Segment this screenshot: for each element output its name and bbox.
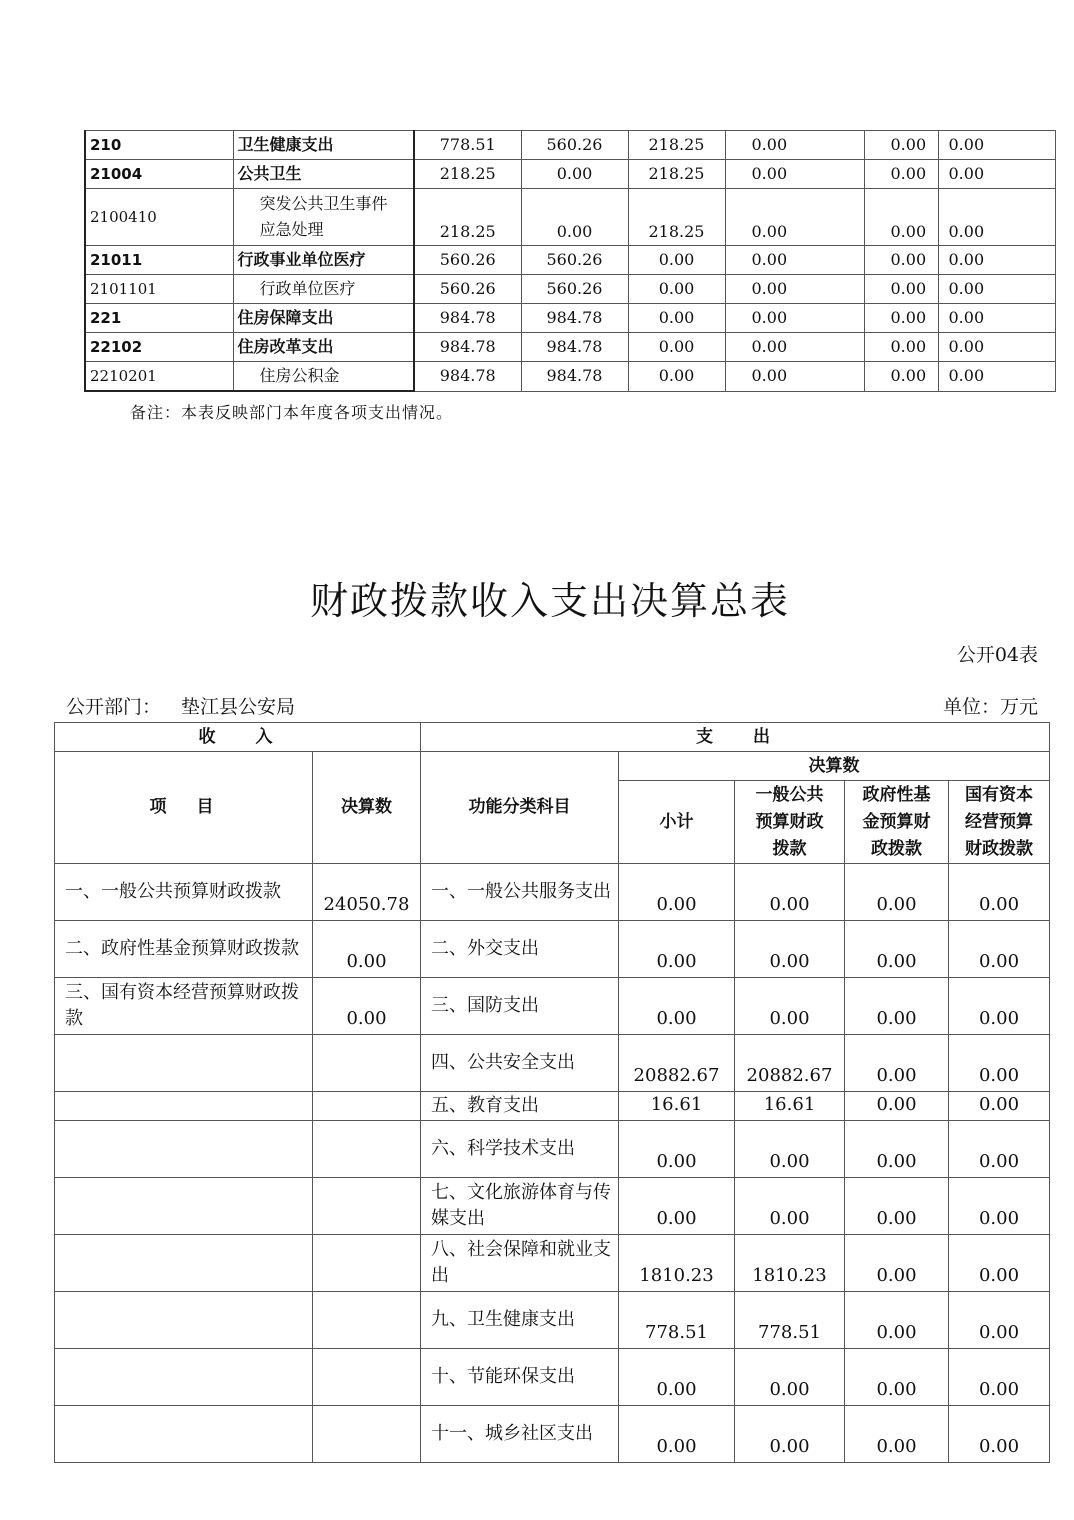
expense-amount: 0.00: [845, 1406, 949, 1463]
expense-amount: 0.00: [845, 1121, 949, 1178]
subject-code: 2101101: [85, 275, 233, 304]
table-row: [55, 864, 1050, 921]
amount-cell: 984.78: [521, 333, 628, 362]
income-item: [55, 1235, 313, 1292]
expense-amount: 0.00: [845, 1178, 949, 1235]
amount-cell: 984.78: [521, 304, 628, 333]
expense-amount: 0.00: [949, 864, 1050, 921]
table-row: [85, 362, 1055, 392]
department-name: 垫江县公安局: [181, 696, 296, 718]
item-header: 项目: [55, 752, 313, 864]
income-value: [313, 1121, 421, 1178]
table-row: [85, 275, 1055, 304]
income-value: [313, 1292, 421, 1349]
expense-amount: 1810.23: [619, 1235, 735, 1292]
page-title: 财政拨款收入支出决算总表: [309, 579, 790, 623]
expense-amount: 0.00: [845, 1092, 949, 1121]
expense-amount: 0.00: [949, 1035, 1050, 1092]
expense-amount: 0.00: [619, 1121, 735, 1178]
amount-cell: 0.00: [725, 333, 864, 362]
expense-item: 三、国防支出: [421, 978, 619, 1035]
income-value: [313, 1349, 421, 1406]
expense-amount: 0.00: [735, 1406, 845, 1463]
subject-code: 221: [85, 304, 233, 333]
amount-cell: 0.00: [628, 275, 725, 304]
income-value: 24050.78: [313, 864, 421, 921]
amount-cell: 0.00: [725, 246, 864, 275]
table-row: [55, 1035, 1050, 1092]
expense-item: 一、一般公共服务支出: [421, 864, 619, 921]
expense-amount: 0.00: [845, 921, 949, 978]
subject-name: 突发公共卫生事件应急处理: [233, 189, 414, 246]
amount-cell: 778.51: [414, 131, 521, 160]
subject-name: 公共卫生: [233, 160, 414, 189]
final-amount-header: 决算数: [619, 752, 1050, 781]
amount-cell: 0.00: [628, 333, 725, 362]
expense-amount: 0.00: [845, 978, 949, 1035]
unit-label: 单位：万元: [942, 696, 1038, 718]
income-item: [55, 1349, 313, 1406]
table-note: 备注：本表反映部门本年度各项支出情况。: [130, 403, 454, 422]
amount-cell: 0.00: [864, 189, 938, 246]
amount-cell: 0.00: [725, 189, 864, 246]
fiscal-summary-table: [54, 722, 1050, 1463]
income-item: [55, 1406, 313, 1463]
amount-cell: 218.25: [628, 160, 725, 189]
expense-item: 四、公共安全支出: [421, 1035, 619, 1092]
amount-cell: 984.78: [414, 333, 521, 362]
expense-amount: 0.00: [845, 1235, 949, 1292]
expense-amount: 778.51: [735, 1292, 845, 1349]
income-item: [55, 1292, 313, 1349]
amount-cell: 0.00: [938, 304, 1055, 333]
income-section-header: 收入: [55, 723, 421, 752]
amount-cell: 0.00: [628, 304, 725, 333]
expense-amount: 0.00: [949, 978, 1050, 1035]
expense-item: 二、外交支出: [421, 921, 619, 978]
amount-cell: 984.78: [521, 362, 628, 392]
table-number: 公开04表: [956, 644, 1038, 666]
income-value: [313, 1406, 421, 1463]
amount-cell: 0.00: [628, 246, 725, 275]
income-item: [55, 1035, 313, 1092]
amount-cell: 560.26: [521, 131, 628, 160]
income-item: [55, 1121, 313, 1178]
subject-name: 住房改革支出: [233, 333, 414, 362]
expense-amount: 0.00: [619, 864, 735, 921]
income-final-header: 决算数: [313, 752, 421, 864]
amount-cell: 0.00: [938, 275, 1055, 304]
amount-cell: 0.00: [725, 131, 864, 160]
amount-cell: 560.26: [414, 246, 521, 275]
amount-cell: 0.00: [725, 304, 864, 333]
expense-item: 十一、城乡社区支出: [421, 1406, 619, 1463]
amount-cell: 0.00: [938, 362, 1055, 392]
amount-cell: 218.25: [628, 131, 725, 160]
expense-amount: 0.00: [949, 1292, 1050, 1349]
income-item: [55, 1178, 313, 1235]
expense-amount: 0.00: [949, 1349, 1050, 1406]
subject-code: 2100410: [85, 189, 233, 246]
expense-amount: 0.00: [949, 1406, 1050, 1463]
expense-item: 八、社会保障和就业支出: [421, 1235, 619, 1292]
amount-cell: 0.00: [938, 131, 1055, 160]
income-item: [55, 1092, 313, 1121]
amount-cell: 984.78: [414, 362, 521, 392]
amount-cell: 0.00: [521, 189, 628, 246]
expense-amount: 0.00: [949, 1121, 1050, 1178]
expense-amount: 0.00: [845, 1035, 949, 1092]
table-row: [85, 333, 1055, 362]
expense-item: 七、文化旅游体育与传媒支出: [421, 1178, 619, 1235]
expense-amount: 0.00: [845, 1349, 949, 1406]
expense-amount: 0.00: [619, 1178, 735, 1235]
expense-amount: 0.00: [735, 864, 845, 921]
income-item: 三、国有资本经营预算财政拨款: [55, 978, 313, 1035]
table-row: [55, 1092, 1050, 1121]
amount-cell: 0.00: [725, 160, 864, 189]
amount-cell: 984.78: [414, 304, 521, 333]
amount-cell: 0.00: [864, 246, 938, 275]
expense-amount: 0.00: [845, 864, 949, 921]
gov-fund-header: 政府性基金预算财政拨款: [845, 781, 949, 864]
general-budget-header: 一般公共预算财政拨款: [735, 781, 845, 864]
table-row: [55, 921, 1050, 978]
income-value: [313, 1235, 421, 1292]
amount-cell: 0.00: [628, 362, 725, 392]
expense-amount: 1810.23: [735, 1235, 845, 1292]
income-value: 0.00: [313, 921, 421, 978]
expense-amount: 16.61: [619, 1092, 735, 1121]
subject-code: 21004: [85, 160, 233, 189]
expense-amount: 0.00: [619, 1406, 735, 1463]
expense-amount: 0.00: [735, 1349, 845, 1406]
function-class-header: 功能分类科目: [421, 752, 619, 864]
expense-amount: 0.00: [619, 1349, 735, 1406]
subtotal-header: 小计: [619, 781, 735, 864]
amount-cell: 0.00: [864, 160, 938, 189]
expense-amount: 20882.67: [735, 1035, 845, 1092]
amount-cell: 0.00: [938, 246, 1055, 275]
amount-cell: 560.26: [414, 275, 521, 304]
expense-amount: 778.51: [619, 1292, 735, 1349]
expense-amount: 0.00: [735, 921, 845, 978]
expense-item: 十、节能环保支出: [421, 1349, 619, 1406]
table-row: [55, 978, 1050, 1035]
expense-amount: 0.00: [949, 1178, 1050, 1235]
expense-amount: 0.00: [619, 978, 735, 1035]
expense-detail-table: [84, 130, 1056, 392]
amount-cell: 560.26: [521, 275, 628, 304]
expense-amount: 0.00: [949, 921, 1050, 978]
expense-item: 五、教育支出: [421, 1092, 619, 1121]
subject-code: 21011: [85, 246, 233, 275]
subject-code: 2210201: [85, 362, 233, 392]
amount-cell: 0.00: [864, 333, 938, 362]
amount-cell: 0.00: [864, 131, 938, 160]
expense-item: 六、科学技术支出: [421, 1121, 619, 1178]
amount-cell: 218.25: [628, 189, 725, 246]
table-row: [85, 189, 1055, 246]
subject-name: 住房保障支出: [233, 304, 414, 333]
table-row: [55, 1406, 1050, 1463]
amount-cell: 0.00: [725, 275, 864, 304]
income-value: [313, 1035, 421, 1092]
table-row: [85, 246, 1055, 275]
expense-amount: 0.00: [949, 1235, 1050, 1292]
expense-amount: 20882.67: [619, 1035, 735, 1092]
subject-code: 210: [85, 131, 233, 160]
table-row: [85, 131, 1055, 160]
amount-cell: 0.00: [938, 333, 1055, 362]
subject-name: 行政事业单位医疗: [233, 246, 414, 275]
table-row: [55, 1292, 1050, 1349]
amount-cell: 0.00: [864, 275, 938, 304]
expense-amount: 0.00: [735, 1121, 845, 1178]
amount-cell: 0.00: [864, 362, 938, 392]
table-row: [85, 160, 1055, 189]
table-row: [55, 1121, 1050, 1178]
table-row: [85, 304, 1055, 333]
amount-cell: 0.00: [725, 362, 864, 392]
expense-item: 九、卫生健康支出: [421, 1292, 619, 1349]
expense-amount: 0.00: [619, 921, 735, 978]
subject-name: 卫生健康支出: [233, 131, 414, 160]
income-item: 二、政府性基金预算财政拨款: [55, 921, 313, 978]
table-row: [55, 1178, 1050, 1235]
expense-amount: 0.00: [735, 1178, 845, 1235]
income-value: [313, 1178, 421, 1235]
expense-amount: 0.00: [949, 1092, 1050, 1121]
amount-cell: 218.25: [414, 160, 521, 189]
table-row: [55, 1235, 1050, 1292]
amount-cell: 560.26: [521, 246, 628, 275]
income-item: 一、一般公共预算财政拨款: [55, 864, 313, 921]
income-value: 0.00: [313, 978, 421, 1035]
expense-section-header: 支出: [421, 723, 1050, 752]
amount-cell: 0.00: [938, 189, 1055, 246]
income-value: [313, 1092, 421, 1121]
amount-cell: 218.25: [414, 189, 521, 246]
state-capital-header: 国有资本经营预算财政拨款: [949, 781, 1050, 864]
department-line: [66, 692, 295, 719]
expense-amount: 0.00: [735, 978, 845, 1035]
subject-name: 住房公积金: [233, 362, 414, 392]
amount-cell: 0.00: [521, 160, 628, 189]
amount-cell: 0.00: [938, 160, 1055, 189]
expense-amount: 16.61: [735, 1092, 845, 1121]
amount-cell: 0.00: [864, 304, 938, 333]
subject-name: 行政单位医疗: [233, 275, 414, 304]
expense-amount: 0.00: [845, 1292, 949, 1349]
table-row: [55, 1349, 1050, 1406]
subject-code: 22102: [85, 333, 233, 362]
department-label: 公开部门：: [66, 696, 162, 718]
